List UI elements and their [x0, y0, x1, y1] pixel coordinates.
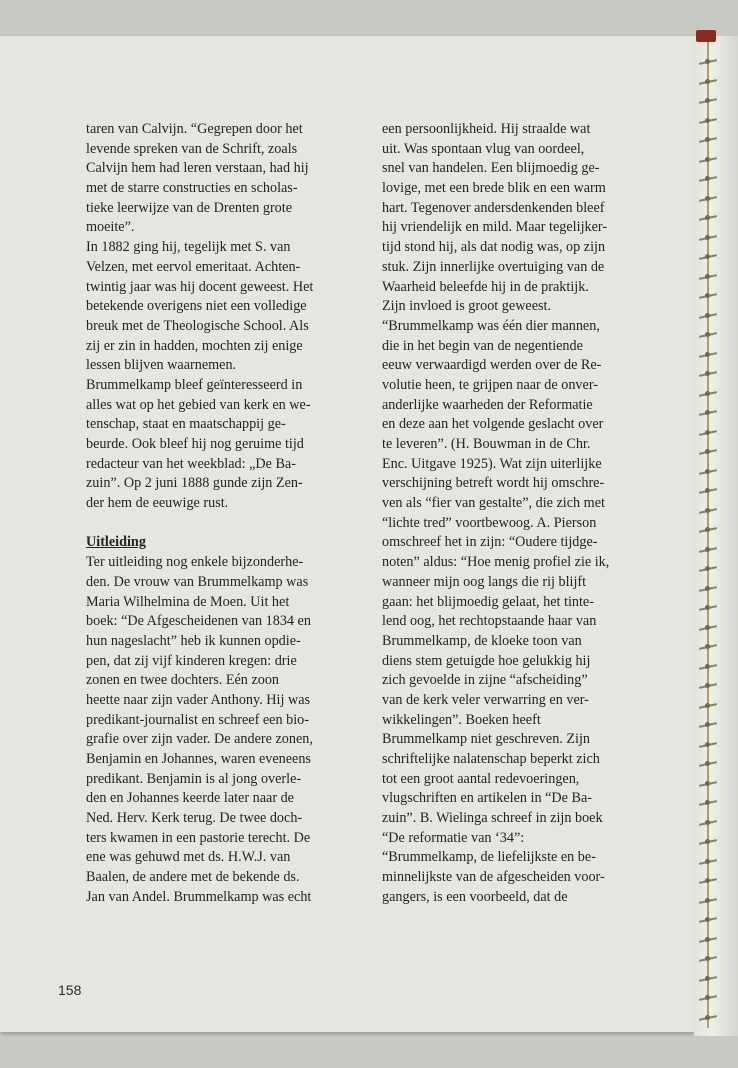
text-line: “Brummelkamp, de liefelijkste en be-: [382, 849, 596, 866]
text-line: “lichte tred” voortbewoog. A. Pierson: [382, 514, 597, 531]
binding-thread: [699, 214, 717, 222]
text-line: wikkelingen”. Boeken heeft: [382, 711, 541, 728]
text-line: lovige, met een brede blik en een warm: [382, 180, 606, 197]
text-line: Brummelkamp niet geschreven. Zijn: [382, 731, 591, 748]
text-line: verschijning betreft wordt hij omschre-: [382, 475, 605, 492]
text-line: predikant. Benjamin is al jong overle-: [86, 770, 302, 787]
binding-thread: [699, 448, 717, 456]
binding-thread: [699, 351, 717, 359]
binding-thread: [699, 975, 717, 983]
text-line: wanneer mijn oog langs die rij blijft: [382, 573, 587, 590]
section-heading: Uitleiding: [86, 534, 146, 551]
text-line: beurde. Ook bleef hij nog geruime tijd: [86, 436, 304, 452]
text-line: stuk. Zijn innerlijke overtuiging van de: [382, 258, 605, 275]
binding-thread: [699, 429, 717, 437]
text-line: en deze aan het volgende geslacht over: [382, 416, 604, 433]
binding-thread: [699, 97, 717, 105]
binding-thread: [699, 877, 717, 885]
binding-thread: [699, 1014, 717, 1022]
text-line: hij vriendelijk en mild. Maar tegelijker-: [382, 219, 608, 236]
text-line: Brummelkamp, de kloeke toon van: [382, 632, 582, 649]
binding-thread: [699, 955, 717, 963]
left-column: [86, 120, 348, 908]
text-line: Waarheid beleefde hij in de praktijk.: [382, 278, 589, 295]
right-column: [382, 120, 644, 908]
paragraph-gap: [86, 514, 348, 534]
binding-thread: [699, 936, 717, 944]
binding-thread: [699, 741, 717, 749]
binding-thread: [699, 838, 717, 846]
text-line: tieke leerwijze van de Drenten grote: [86, 199, 293, 216]
text-line: tot een groot aantal redevoeringen,: [382, 770, 580, 787]
page-number: 158: [58, 982, 82, 998]
binding-thread: [699, 370, 717, 378]
binding-thread: [699, 994, 717, 1002]
binding-thread: [699, 78, 717, 86]
binding-thread: [699, 897, 717, 905]
binding-thread: [699, 546, 717, 554]
text-line: snel van handelen. Een blijmoedig ge-: [382, 160, 600, 177]
text-line: Calvijn hem had leren verstaan, had hij: [86, 160, 309, 177]
binding-thread: [699, 409, 717, 417]
binding-thread: [699, 721, 717, 729]
binding-thread: [699, 507, 717, 515]
text-line: vlugschriften en artikelen in “De Ba-: [382, 790, 592, 807]
text-line: noten” aldus: “Hoe menig profiel zie ik,: [382, 554, 610, 571]
text-line: Benjamin en Johannes, waren eveneens: [86, 751, 311, 767]
binding-thread: [699, 702, 717, 710]
text-line: Ned. Herv. Kerk terug. De twee doch-: [86, 810, 303, 827]
text-line: Jan van Andel. Brummelkamp was echt: [86, 888, 312, 905]
text-line: Brummelkamp bleef geïnteresseerd in: [86, 376, 303, 393]
text-line: lessen blijven waarnemen.: [86, 357, 237, 374]
text-line: zuin”. Op 2 juni 1888 gunde zijn Zen-: [86, 475, 303, 492]
text-line: levende spreken van de Schrift, zoals: [86, 140, 298, 157]
binding-thread: [699, 390, 717, 398]
text-line: uit. Was spontaan vlug van oordeel,: [382, 140, 585, 157]
binding-thread: [699, 253, 717, 261]
text-line: “Brummelkamp was één dier mannen,: [382, 317, 600, 334]
binding-thread: [699, 585, 717, 593]
text-line: zij er zin in hadden, mochten zij enige: [86, 337, 303, 354]
text-line: den. De vrouw van Brummelkamp was: [86, 573, 309, 590]
text-line: den en Johannes keerde later naar de: [86, 790, 294, 807]
text-line: gaan: het blijmoedig gelaat, het tinte-: [382, 593, 594, 610]
text-line: Ter uitleiding nog enkele bijzonderhe-: [86, 554, 304, 571]
text-line: volutie heen, te grijpen naar de onver-: [382, 376, 598, 393]
text-line: Enc. Uitgave 1925). Wat zijn uiterlijke: [382, 455, 602, 472]
binding-thread: [699, 643, 717, 651]
text-line: van de kerk veler verwarring en ver-: [382, 691, 589, 708]
text-line: zuin”. B. Wielinga schreef in zijn boek: [382, 810, 603, 827]
left-paragraph-2: [86, 553, 348, 907]
text-line: te leveren”. (H. Bouwman in de Chr.: [382, 436, 591, 452]
binding-thread: [699, 487, 717, 495]
binding-thread: [699, 624, 717, 632]
binding-thread: [699, 312, 717, 320]
text-line: heette naar zijn vader Anthony. Hij was: [86, 691, 311, 708]
binding-thread: [699, 156, 717, 164]
text-line: diens stem getuigde hoe gelukkig hij: [382, 652, 591, 669]
text-line: der hem de eeuwige rust.: [86, 495, 229, 512]
text-line: anderlijke waarheden der Reformatie: [382, 396, 593, 413]
text-line: breuk met de Theologische School. Als: [86, 317, 309, 334]
text-line: In 1882 ging hij, tegelijk met S. van: [86, 239, 291, 256]
binding-thread: [699, 858, 717, 866]
text-line: betekende overigens niet een volledige: [86, 298, 307, 315]
text-line: die in het begin van de negentiende: [382, 337, 583, 354]
text-line: boek: “De Afgescheidenen van 1834 en: [86, 613, 311, 630]
text-line: lend oog, het rechtopstaande haar van: [382, 613, 597, 630]
text-line: alles wat op het gebied van kerk en we-: [86, 396, 311, 413]
right-paragraph: [382, 120, 644, 908]
binding-thread: [699, 780, 717, 788]
page-edge: [694, 36, 738, 1036]
text-line: Velzen, met eervol emeritaat. Achten-: [86, 258, 301, 275]
text-line: grafie over zijn vader. De andere zonen,: [86, 731, 313, 748]
binding-thread: [699, 331, 717, 339]
text-line: redacteur van het weekblad: „De Ba-: [86, 455, 296, 472]
binding-thread: [699, 273, 717, 281]
text-line: zich gevoelde in zijne “afscheiding”: [382, 672, 588, 689]
text-line: zonen en twee dochters. Eén zoon: [86, 672, 280, 689]
binding-thread: [699, 234, 717, 242]
binding-thread: [699, 117, 717, 125]
binding-thread: [699, 526, 717, 534]
binding-thread: [699, 819, 717, 827]
binding-thread: [699, 799, 717, 807]
binding-thread: [699, 58, 717, 66]
text-line: hart. Tegenover andersdenkenden bleef: [382, 199, 605, 216]
text-line: moeite”.: [86, 219, 135, 236]
text-line: een persoonlijkheid. Hij straalde wat: [382, 121, 591, 137]
text-line: Maria Wilhelmina de Moen. Uit het: [86, 593, 290, 610]
text-line: minnelijkste van de afgescheiden voor-: [382, 869, 605, 886]
binding-thread: [699, 604, 717, 612]
binding-thread: [699, 195, 717, 203]
text-line: Baalen, de andere met de bekende ds.: [86, 869, 300, 886]
text-line: Zijn invloed is groot geweest.: [382, 298, 552, 315]
text-line: tenschap, staat en maatschappij ge-: [86, 416, 286, 433]
binding-thread: [699, 682, 717, 690]
text-line: hun nageslacht” heb ik kunnen opdie-: [86, 632, 301, 649]
text-line: twintig jaar was hij docent geweest. Het: [86, 278, 314, 295]
bookmark-tab: [696, 30, 716, 42]
binding-thread: [699, 663, 717, 671]
binding-thread: [699, 136, 717, 144]
text-line: ters kwamen in een pastorie terecht. De: [86, 829, 311, 846]
text-line: met de starre constructies en scholas-: [86, 180, 298, 197]
binding-thread: [699, 565, 717, 573]
binding-thread: [699, 292, 717, 300]
binding-thread: [699, 468, 717, 476]
text-line: omschreef het in zijn: “Oudere tijdge-: [382, 534, 598, 551]
binding-thread: [699, 760, 717, 768]
left-paragraph-1: [86, 120, 348, 514]
text-line: pen, dat zij vijf kinderen kregen: drie: [86, 652, 297, 669]
text-line: gangers, is een voorbeeld, dat de: [382, 888, 568, 905]
text-line: schriftelijke nalatenschap beperkt zich: [382, 751, 600, 767]
text-line: predikant-journalist en schreef een bio-: [86, 711, 309, 728]
binding-thread: [699, 916, 717, 924]
text-line: “De reformatie van ‘34”:: [382, 829, 525, 846]
text-line: eeuw verwaardigd werden over de Re-: [382, 357, 602, 374]
text-line: tijd stond hij, als dat nodig was, op zijn: [382, 239, 606, 256]
text-line: ene was gehuwd met ds. H.W.J. van: [86, 849, 291, 866]
text-line: taren van Calvijn. “Gegrepen door het: [86, 121, 303, 137]
text-line: ven als “fier van gestalte”, die zich met: [382, 495, 605, 512]
binding-thread: [699, 175, 717, 183]
